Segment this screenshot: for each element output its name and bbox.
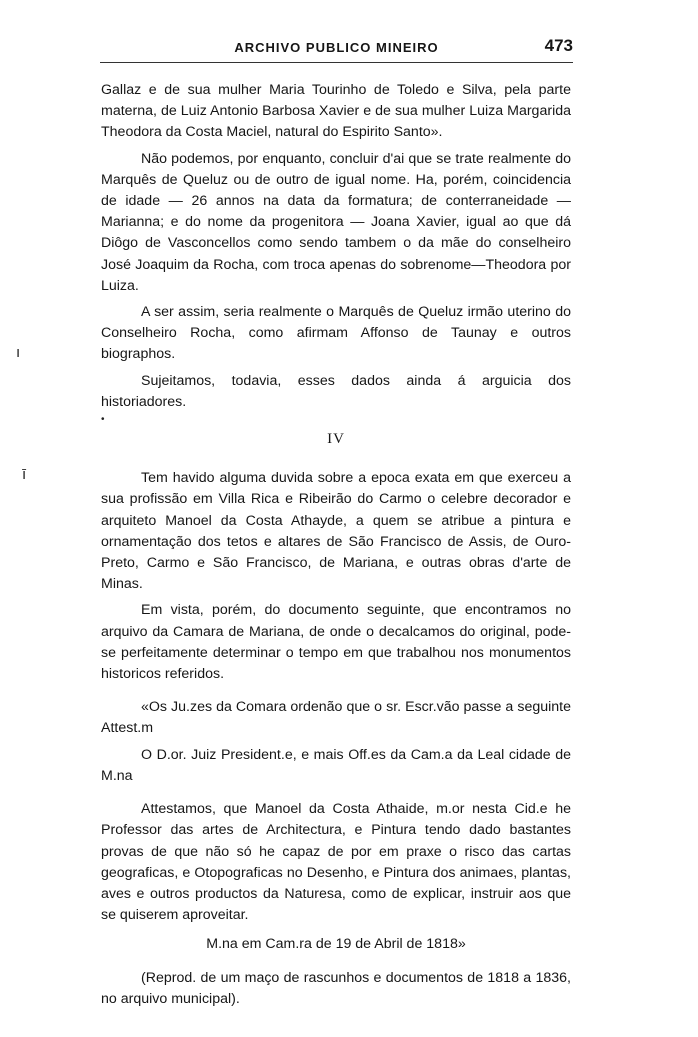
quoted-document-paragraph: Attestamos, que Manoel da Costa Athaide, m.or nesta Cid.e he Professor das artes de Architectura, e Pintura tendo dado bastantes provas de que não só he capaz de por em praxe o risco das cartas geograficas, e Otopograficas no Desenho, e Pintura dos animaes, plantas, aves e outros productos da Naturesa, como de explicar, instruir aos que se quiserem aproveitar. [101,801,571,924]
body-text [101,80,571,1015]
paragraph: Gallaz e de sua mulher Maria Tourinho de Toledo e Silva, pela parte materna, de Luiz Antonio Barbosa Xavier e de sua mulher Luiza Margarida Theodora da Costa Maciel, natural do Espirito Santo». [101,82,571,141]
quoted-document-line: «Os Ju.zes da Comara ordenão que o sr. Escr.vão passe a seguinte Attest.m [101,699,571,737]
page-number: 473 [544,36,573,55]
paragraph: Não podemos, por enquanto, concluir d'ai que se trate realmente do Marquês de Queluz ou de outro de igual nome. Ha, porém, coincidencia de idade — 26 annos na data da formatura; de conterraneidade — Marianna; e do nome da progenitora — Joana Xavier, igual ao que dá Diôgo de Vasconcellos como sendo tambem o da mãe do conselheiro José Joaquim da Rocha, com troca apenas do sobrenome—Theodora por Luiza. [101,150,571,294]
document-date-line: M.na em Cam.ra de 19 de Abril de 1818» [206,936,466,953]
margin-mark: • [101,414,105,425]
section-heading: IV [327,431,345,448]
paragraph: Sujeitamos, todavia, esses dados ainda á arguicia dos historiadores. [101,372,571,410]
margin-mark: ī [22,466,27,483]
paragraph: A ser assim, seria realmente o Marquês de Queluz irmão uterino do Conselheiro Rocha, como afirmam Affonso de Taunay e outros biographos. [101,304,571,363]
margin-mark: ı [16,344,21,361]
paragraph: Em vista, porém, do documento seguinte, que encontramos no arquivo da Camara de Mariana, de onde o decalcamos do original, pode-se perfeitamente determinar o tempo em que trabalhou nos monumentos historicos referidos. [101,602,571,683]
quoted-document-line: O D.or. Juiz President.e, e mais Off.es da Cam.a da Leal cidade de M.na [101,746,571,784]
paragraph: Tem havido alguma duvida sobre a epoca exata em que exerceu a sua profissão em Villa Rica e Ribeirão do Carmo o celebre decorador e arquiteto Manoel da Costa Athayde, a quem se atribue a pintura e ornamentação dos tetos e altares de São Francisco de Assis, de Ouro-Preto, Carmo e São Francisco, de Mariana, e outras obras d'arte de Minas. [101,470,571,593]
running-head: ARCHIVO PUBLICO MINEIRO [234,40,439,55]
page-header [100,34,573,63]
source-note: (Reprod. de um maço de rascunhos e documentos de 1818 a 1836, no arquivo municipal). [101,969,571,1007]
